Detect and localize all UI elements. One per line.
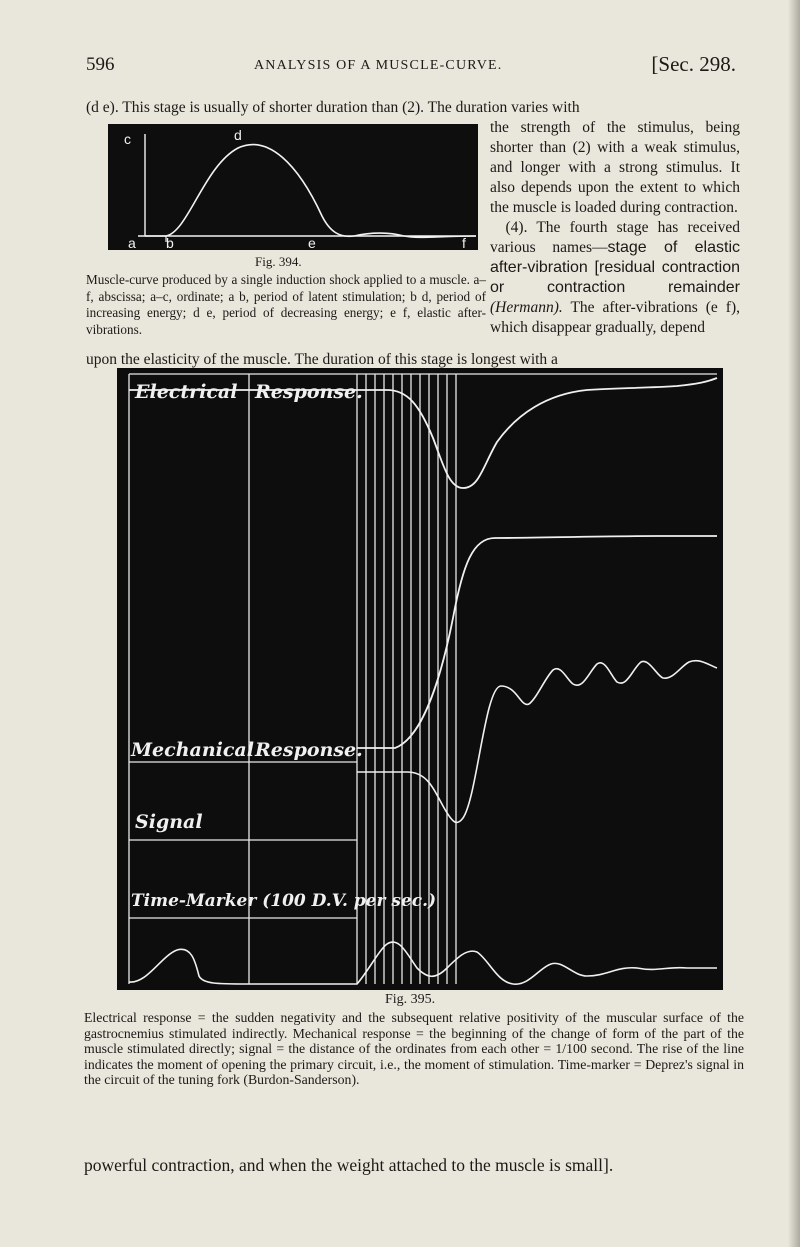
figure-395-caption: Electrical response = the sudden negativity and the subsequent relative positivity of the muscular surface of the gastrocnemius stimulated indirectly. Mechanical response = the beginning of the change of form of the part of the muscle stimulated directly; signal = the distance of the ordinates from each other = 1/100 second. The rise of the line indicates the moment of opening the primary circuit, i.e., the moment of stimulation. Time-marker = Deprez's signal in the circuit of the tuning fork (Burdon-Sanderson). xyxy=(84,1010,744,1087)
label-f: f xyxy=(462,235,466,250)
label-a: a xyxy=(128,235,136,250)
label-signal: Signal xyxy=(135,811,203,833)
paragraph-bottom: powerful contraction, and when the weight attached to the muscle is small]. xyxy=(84,1155,614,1175)
label-response: Response. xyxy=(255,381,363,403)
figure-394-caption: Muscle-curve produced by a single induction shock applied to a muscle. a–f, abscissa; a–c, ordinate; a b, period of latent stimulation; b d, period of increasing energy; d e, period of decreasing energy; e f, elastic after-vibrations. xyxy=(86,272,486,337)
hermann-citation: (Hermann). xyxy=(490,299,563,316)
page-edge-shadow xyxy=(788,0,800,1247)
label-time-marker: Time-Marker (100 D.V. per sec.) xyxy=(131,891,437,911)
after-vibration-text: The after-vibrations (e f), which disappear gradually, depend xyxy=(490,299,740,336)
figure-395-label: Fig. 395. xyxy=(385,992,436,1007)
label-d: d xyxy=(234,127,242,143)
paragraph-stage-three-intro: (d e). This stage is usually of shorter duration than (2). The duration varies with xyxy=(86,99,580,116)
paragraph-right-column xyxy=(490,118,740,338)
label-mech-response: Response. xyxy=(255,739,363,761)
label-electrical: Electrical xyxy=(135,381,238,403)
paragraph-wide-line: upon the elasticity of the muscle. The duration of this stage is longest with a xyxy=(86,351,558,368)
label-mechanical: Mechanical xyxy=(131,739,254,761)
running-head xyxy=(86,54,736,84)
figure-394-muscle-curve xyxy=(108,124,478,250)
figure-395-response-tracing xyxy=(117,368,723,990)
label-b: b xyxy=(166,235,174,250)
section-title: ANALYSIS OF A MUSCLE-CURVE. xyxy=(254,58,503,73)
stage-three-continuation: the strength of the stimulus, being shorter than (2) with a weak stimulus, and longer with a strong stimulus. It also depends upon the extent to which the muscle is loaded during contraction. xyxy=(490,119,740,216)
stage-four-name: stage of elastic after-vibration [residual contraction or contraction remainder xyxy=(490,239,740,296)
label-e: e xyxy=(308,235,316,250)
page-number: 596 xyxy=(86,54,115,75)
label-c: c xyxy=(124,131,131,147)
stage-four-intro: (4). The fourth stage has received various names— xyxy=(490,219,740,256)
figure-394-label: Fig. 394. xyxy=(255,254,302,269)
section-reference: [Sec. 298. xyxy=(651,52,736,76)
figure-394-background xyxy=(108,124,478,250)
